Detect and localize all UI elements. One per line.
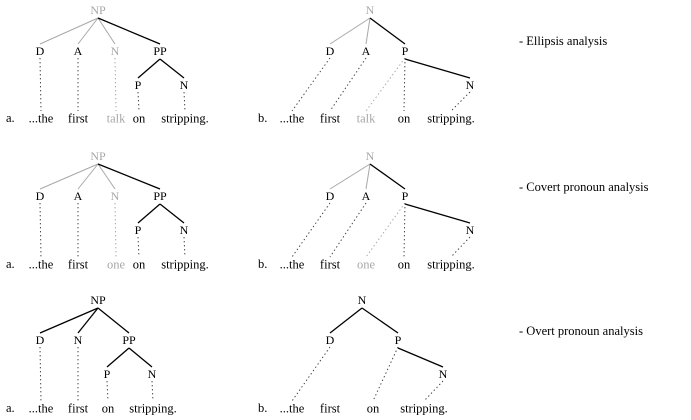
tree-terminal-word: on [101, 401, 115, 416]
tree-projection-line [451, 237, 470, 257]
tree-node-d: D [325, 333, 335, 347]
tree-projection-line [292, 347, 330, 401]
tree-node-p: P [134, 78, 142, 92]
tree-branch [405, 204, 470, 223]
tree-projection-line [107, 381, 108, 401]
tree-node-n: N [465, 223, 475, 237]
example-letter-b: b. [258, 257, 268, 271]
tree-branch [98, 18, 115, 44]
tree-node-n: N [73, 333, 83, 347]
tree-node-d: D [35, 44, 45, 58]
tree-branch [138, 204, 160, 223]
tree-terminal-word: stripping. [400, 401, 448, 416]
tree-terminal-word: on [397, 257, 411, 272]
analysis-caption: - Overt pronoun analysis [519, 324, 643, 338]
tree-node-np: NP [90, 149, 106, 163]
tree-node-n: N [110, 44, 120, 58]
tree-terminal-word: talk [106, 111, 126, 126]
tree-projection-line [292, 203, 330, 257]
tree-projection-line [404, 58, 405, 111]
tree-projection-line [292, 58, 330, 111]
tree-branch [78, 164, 98, 189]
tree-projection-line [366, 203, 405, 257]
tree-terminal-word: ...the [28, 111, 54, 126]
tree-projection-line [373, 347, 398, 401]
tree-terminal-word: ...the [28, 401, 54, 416]
example-letter-a: a. [6, 111, 15, 125]
tree-terminal-word: first [319, 111, 341, 126]
tree-branch [107, 348, 129, 367]
tree-node-a: A [361, 189, 371, 203]
tree-terminal-word: on [366, 401, 380, 416]
tree-branch [405, 59, 470, 78]
tree-node-d: D [325, 189, 335, 203]
tree-terminal-word: first [319, 401, 341, 416]
tree-branch [370, 18, 405, 44]
tree-terminal-word: stripping. [427, 111, 475, 126]
tree-projection-line [40, 58, 41, 111]
tree-terminal-word: ...the [279, 257, 305, 272]
tree-terminal-word: one [106, 257, 126, 272]
tree-projection-line [451, 92, 470, 111]
tree-terminal-word: first [67, 111, 89, 126]
tree-terminal-word: on [397, 111, 411, 126]
tree-branch [330, 308, 362, 333]
tree-node-pp: PP [122, 333, 136, 347]
tree-node-p: P [134, 223, 142, 237]
tree-terminal-word: ...the [279, 111, 305, 126]
tree-node-n: N [147, 367, 157, 381]
tree-node-p: P [401, 44, 409, 58]
tree-branch [138, 59, 160, 78]
tree-projection-line [424, 381, 443, 401]
tree-branch [78, 18, 98, 44]
tree-branch [40, 18, 98, 44]
tree-terminal-word: stripping. [161, 111, 209, 126]
tree-branch [40, 308, 98, 333]
tree-branch [40, 164, 98, 189]
tree-node-n: N [365, 3, 375, 17]
tree-projection-line [40, 347, 41, 401]
tree-terminal-word: first [67, 401, 89, 416]
tree-node-d: D [35, 333, 45, 347]
tree-branch [98, 164, 160, 189]
tree-node-pp: PP [153, 189, 167, 203]
tree-branch [366, 164, 370, 189]
tree-terminal-word: one [356, 257, 376, 272]
tree-projection-line [115, 203, 116, 257]
tree-branch [160, 59, 184, 78]
tree-node-pp: PP [153, 44, 167, 58]
tree-projection-line [138, 237, 139, 257]
tree-branch [366, 18, 370, 44]
example-letter-a: a. [6, 401, 15, 415]
tree-branch [98, 308, 129, 333]
tree-node-d: D [325, 44, 335, 58]
tree-node-np: NP [90, 3, 106, 17]
tree-projection-line [184, 92, 185, 111]
tree-projection-line [138, 92, 139, 111]
tree-node-n: N [179, 78, 189, 92]
analysis-caption: - Covert pronoun analysis [519, 180, 649, 194]
tree-node-p: P [394, 333, 402, 347]
tree-projection-line [115, 58, 116, 111]
tree-node-d: D [35, 189, 45, 203]
tree-terminal-word: stripping. [427, 257, 475, 272]
tree-node-a: A [73, 189, 83, 203]
example-letter-a: a. [6, 257, 15, 271]
tree-terminal-word: ...the [279, 401, 305, 416]
tree-terminal-word: stripping. [129, 401, 177, 416]
tree-node-a: A [73, 44, 83, 58]
tree-node-np: NP [90, 293, 106, 307]
tree-branch [78, 308, 98, 333]
tree-node-n: N [179, 223, 189, 237]
tree-branch [330, 18, 370, 44]
tree-terminal-word: stripping. [161, 257, 209, 272]
tree-projection-line [40, 203, 41, 257]
tree-branch [362, 308, 398, 333]
tree-projection-line [330, 58, 366, 111]
tree-node-n: N [465, 78, 475, 92]
tree-node-p: P [401, 189, 409, 203]
tree-terminal-word: first [319, 257, 341, 272]
tree-branch [370, 164, 405, 189]
tree-terminal-word: on [132, 257, 146, 272]
tree-branch [98, 18, 160, 44]
tree-node-a: A [361, 44, 371, 58]
tree-projection-line [404, 203, 405, 257]
tree-terminal-word: on [132, 111, 146, 126]
tree-node-n: N [438, 367, 448, 381]
tree-node-n: N [110, 189, 120, 203]
tree-projection-line [152, 381, 153, 401]
tree-branch [160, 204, 184, 223]
tree-projection-line [184, 237, 185, 257]
example-letter-b: b. [258, 111, 268, 125]
tree-terminal-word: talk [356, 111, 376, 126]
tree-node-p: P [103, 367, 111, 381]
tree-projection-line [366, 58, 405, 111]
tree-terminal-word: first [67, 257, 89, 272]
tree-node-n: N [365, 149, 375, 163]
tree-terminal-word: ...the [28, 257, 54, 272]
example-letter-b: b. [258, 401, 268, 415]
tree-projection-line [330, 203, 366, 257]
tree-branch [398, 348, 443, 367]
tree-branch [98, 164, 115, 189]
tree-branch [129, 348, 152, 367]
analysis-caption: - Ellipsis analysis [519, 34, 608, 48]
tree-node-n: N [357, 293, 367, 307]
tree-branch [330, 164, 370, 189]
